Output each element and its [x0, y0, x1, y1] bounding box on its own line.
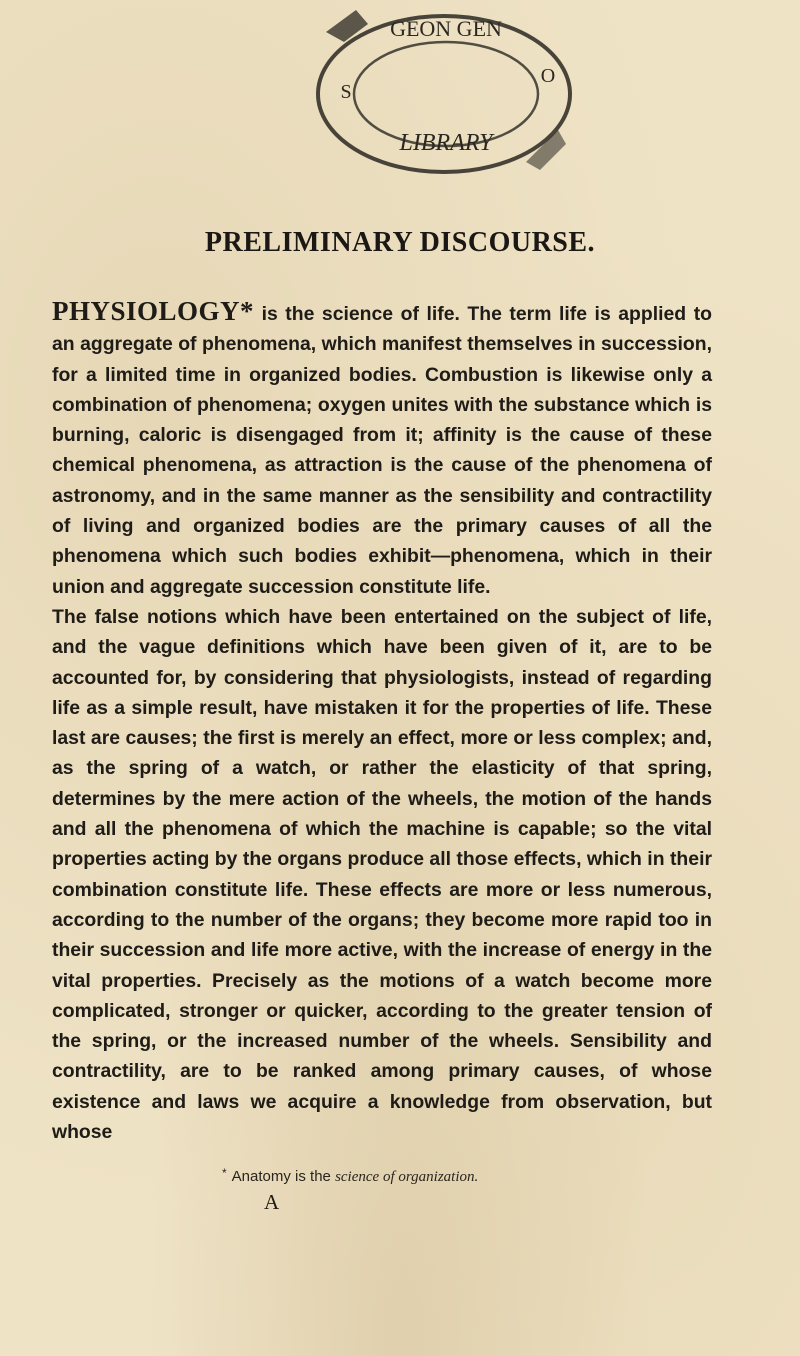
footnote-mark: * [222, 1166, 227, 1180]
paragraph-2: The false notions which have been entertained on the subject of life, and the vague definitions which have been given of it, are to be accounted for, by considering that physiologists, instead of regarding life as a simple result, have mistaken it for the properties of life. These last are causes; the first is merely an effect, more or less complex; and, as the spring of a watch, or rather the elasticity of that spring, determines by the mere action of the wheels, the motion of the hands and all the phenomena of which the machine is capable; so the vital properties acting by the organs produce all those effects, which in their combination constitute life. These effects are more or less numerous, according to the number of the organs; they become more rapid too in their succession and life more active, with the increase of energy in the vital properties. Precisely as the motions of a watch become more complicated, stronger or quicker, according to the greater tension of the spring, or the increased number of the wheels. Sensibility and contractility, are to be ranked among primary causes, of whose existence and laws we acquire a knowledge from observation, but whose [52, 605, 712, 1144]
footnote [222, 1166, 478, 1186]
signature-mark: A [264, 1190, 280, 1214]
paragraph-1-text: is the science of life. The term life is applied to an aggregate of phenomena, which manifest themselves in succession, for a limited time in organized bodies. Combustion is likewise only a combination of phenomena; oxygen unites with the substance which is burning, caloric is disengaged from it; affinity is the cause of these chemical phenomena, as attraction is the cause of the phenomena of astronomy, and in the same manner as the sensibility and contractility of living and organized bodies are the primary causes of all the phenomena which such bodies exhibit—phenomena, which in their union and aggregate succession constitute life. [52, 303, 712, 598]
stamp-text-right: O [540, 65, 556, 87]
footnote-italic: science of organization. [335, 1169, 479, 1185]
page-title: PRELIMINARY DISCOURSE. [204, 227, 596, 258]
stamp-text-top: GEON GEN [390, 16, 502, 41]
footnote-prefix: Anatomy is the [231, 1168, 336, 1185]
body-text [52, 296, 712, 1147]
library-stamp [296, 2, 596, 202]
library-stamp-graphic [296, 2, 596, 202]
stamp-text-bottom: LIBRARY [399, 130, 493, 156]
paragraph-1 [52, 296, 712, 602]
stamp-text-left: S [340, 81, 352, 103]
lead-word: PHYSIOLOGY* [52, 296, 255, 326]
